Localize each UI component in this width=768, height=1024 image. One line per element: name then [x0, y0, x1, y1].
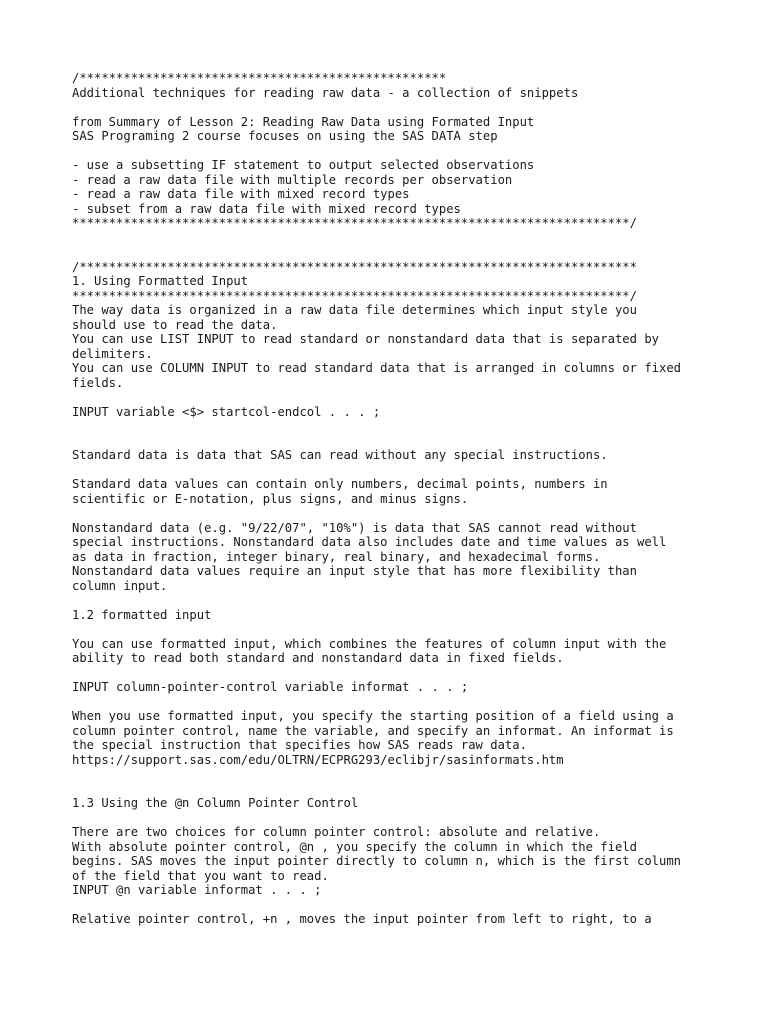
text-line: column input.	[72, 578, 168, 593]
text-line: Additional techniques for reading raw data - a collection of snippets	[72, 85, 579, 100]
text-line: begins. SAS moves the input pointer directly to column n, which is the first column	[72, 854, 682, 868]
section-heading: 1.2 formatted input	[72, 607, 212, 622]
text-line	[72, 782, 752, 797]
text-line	[72, 245, 752, 260]
text-line: as data in fraction, integer binary, real binary, and hexadecimal forms.	[72, 549, 601, 564]
text-line: fields.	[72, 375, 124, 390]
text-line: /**************************************************	[72, 71, 447, 85]
text-line	[72, 767, 752, 782]
text-line	[72, 898, 752, 913]
code-line: INPUT variable <$> startcol-endcol . . . ;	[72, 404, 381, 419]
text-line: - read a raw data file with multiple records per observation	[72, 172, 513, 187]
text-line	[72, 390, 752, 405]
code-line: INPUT @n variable informat . . . ;	[72, 883, 322, 897]
text-line: You can use LIST INPUT to read standard or nonstandard data that is separated by	[72, 332, 659, 346]
text-line	[72, 231, 752, 246]
text-line: from Summary of Lesson 2: Reading Raw Data using Formated Input	[72, 114, 535, 129]
text-line	[72, 622, 752, 637]
text-line	[72, 434, 752, 449]
text-line: With absolute pointer control, @n , you specify the column in which the field	[72, 839, 637, 854]
document-body	[72, 71, 752, 927]
text-line: You can use COLUMN INPUT to read standard data that is arranged in columns or fixed	[72, 361, 682, 375]
text-line: The way data is organized in a raw data file determines which input style you	[72, 303, 637, 317]
text-line	[72, 463, 752, 478]
text-line: scientific or E-notation, plus signs, and minus signs.	[72, 491, 469, 506]
text-line	[72, 695, 752, 710]
text-line: You can use formatted input, which combines the features of column input with the	[72, 636, 667, 651]
text-line: - read a raw data file with mixed record types	[72, 187, 410, 201]
text-line: ability to read both standard and nonstandard data in fixed fields.	[72, 651, 564, 665]
text-line: SAS Programing 2 course focuses on using the SAS DATA step	[72, 129, 498, 143]
text-line	[72, 811, 752, 826]
text-line: special instructions. Nonstandard data also includes date and time values as well	[72, 535, 667, 549]
text-line: delimiters.	[72, 346, 153, 361]
section-heading: 1.3 Using the @n Column Pointer Control	[72, 796, 359, 810]
text-line: ****************************************************************************/	[72, 288, 637, 303]
text-line: the special instruction that specifies how SAS reads raw data.	[72, 738, 527, 752]
url-line: https://support.sas.com/edu/OLTRN/ECPRG293/eclibjr/sasinformats.htm	[72, 752, 564, 767]
text-line: Relative pointer control, +n , moves the input pointer from left to right, to a	[72, 912, 652, 926]
text-line: should use to read the data.	[72, 317, 278, 332]
text-line: Standard data is data that SAS can read without any special instructions.	[72, 448, 608, 462]
text-line	[72, 100, 752, 115]
text-line	[72, 666, 752, 681]
text-line	[72, 144, 752, 159]
text-line: Nonstandard data values require an input style that has more flexibility than	[72, 564, 637, 578]
text-line: There are two choices for column pointer control: absolute and relative.	[72, 825, 601, 839]
text-line: of the field that you want to read.	[72, 868, 329, 883]
text-line	[72, 593, 752, 608]
text-line: ****************************************************************************/	[72, 216, 637, 230]
section-heading: 1. Using Formatted Input	[72, 274, 249, 288]
text-line: When you use formatted input, you specify the starting position of a field using a	[72, 709, 674, 723]
text-line: /****************************************************************************	[72, 259, 637, 274]
text-line: - use a subsetting IF statement to output selected observations	[72, 158, 535, 172]
text-line: column pointer control, name the variable, and specify an informat. An informat is	[72, 723, 674, 738]
text-line	[72, 419, 752, 434]
code-line: INPUT column-pointer-control variable informat . . . ;	[72, 680, 469, 694]
text-line	[72, 506, 752, 521]
text-line: Standard data values can contain only numbers, decimal points, numbers in	[72, 477, 608, 491]
text-line: Nonstandard data (e.g. "9/22/07", "10%") is data that SAS cannot read without	[72, 520, 637, 535]
text-line: - subset from a raw data file with mixed record types	[72, 201, 461, 216]
